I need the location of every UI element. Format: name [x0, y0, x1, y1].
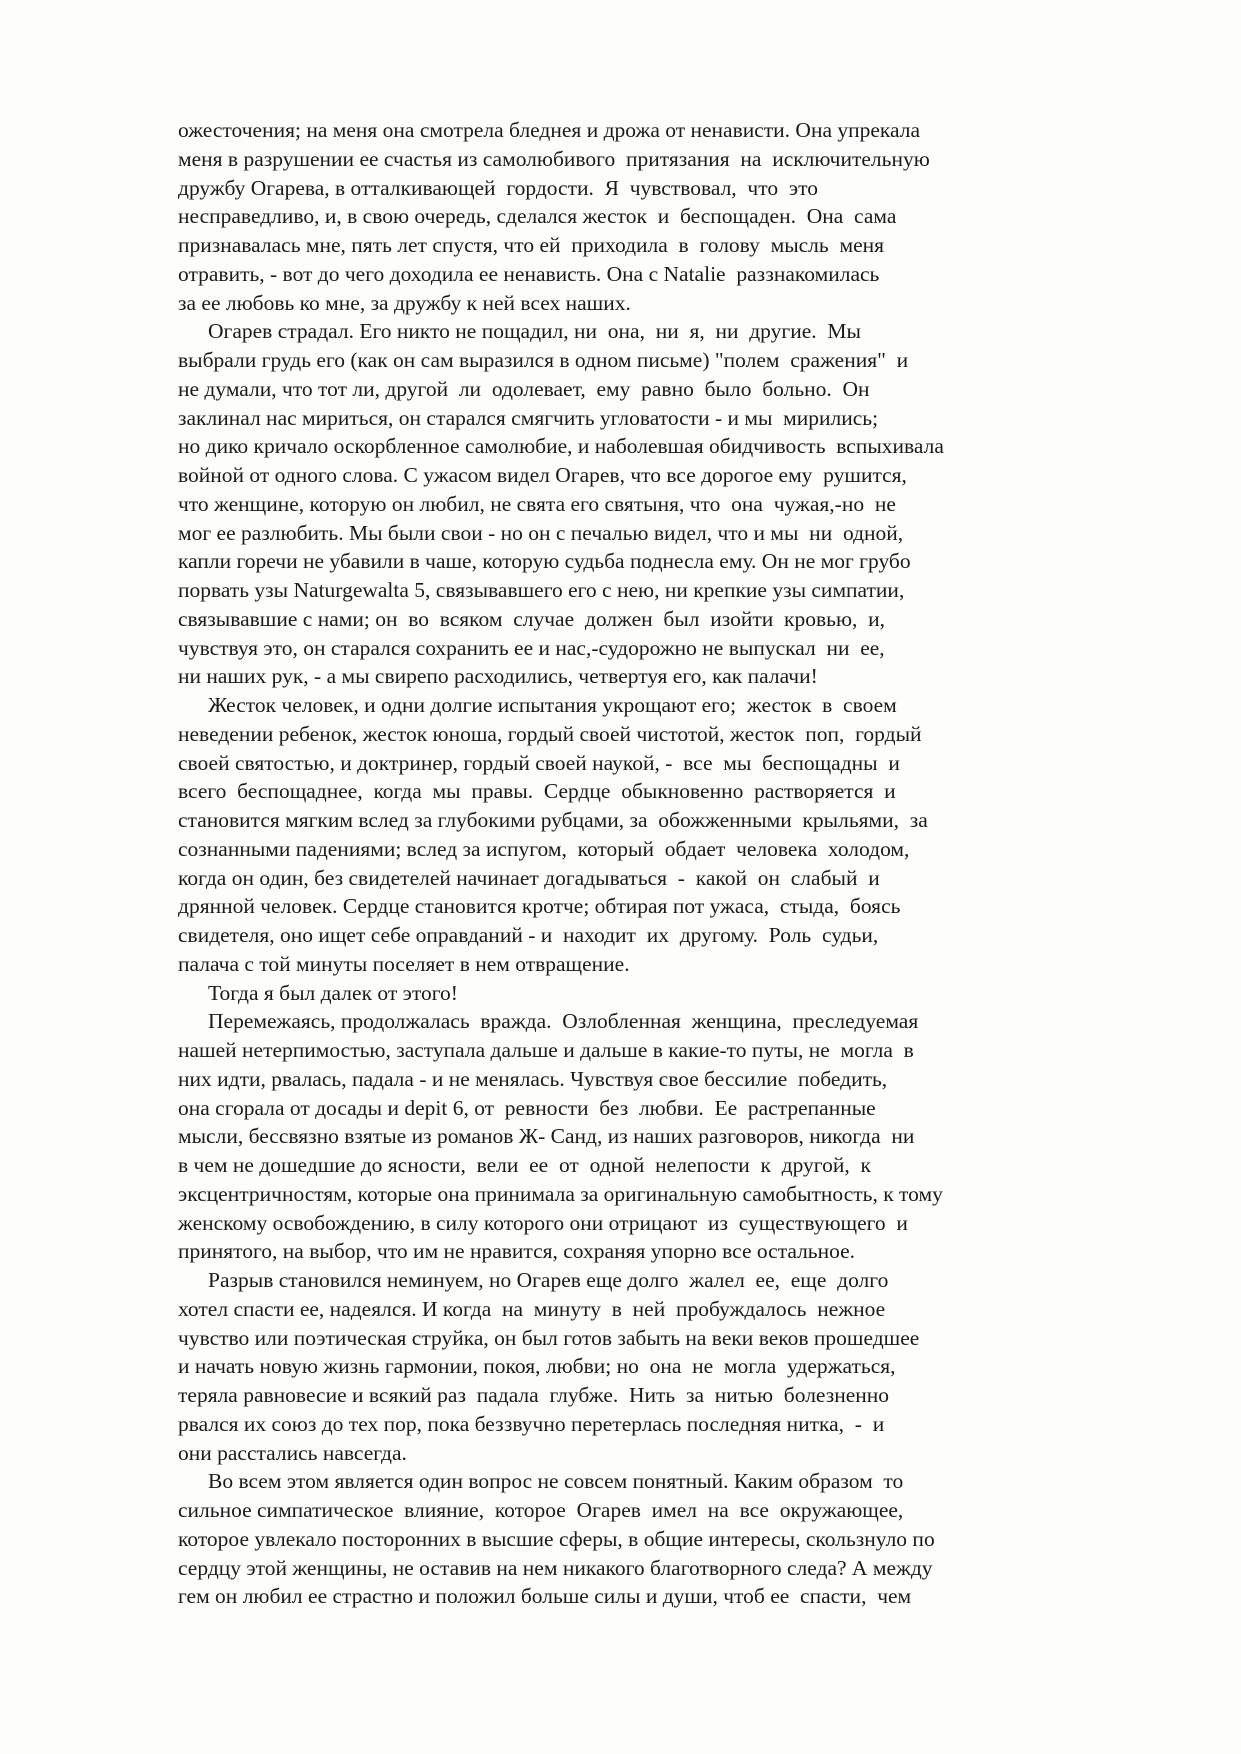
text-line: них идти, рвалась, падала - и не менялась. Чувствуя свое бессилие победить, — [178, 1066, 888, 1091]
text-line: эксцентричностям, которые она принимала за оригинальную самобытность, к тому — [178, 1181, 943, 1206]
text-line: не думали, что тот ли, другой ли одолевает, ему равно было больно. Он — [178, 376, 870, 401]
text-line: женскому освобождению, в силу которого они отрицают из существующего и — [178, 1210, 908, 1235]
paragraph-first-line: Разрыв становился неминуем, но Огарев еще долго жалел ее, еще долго — [208, 1268, 889, 1292]
text-line: и начать новую жизнь гармонии, покоя, любви; но она не могла удержаться, — [178, 1354, 896, 1379]
text-line: связывавшие с нами; он во всяком случае должен был изойти кровью, и, — [178, 606, 886, 631]
paragraph-first-line: Огарев страдал. Его никто не пощадил, ни она, ни я, ни другие. Мы — [208, 319, 861, 344]
text-line: своей святостью, и доктринер, гордый своей наукой, - все мы беспощадны и — [178, 750, 900, 775]
text-line: хотел спасти ее, надеялся. И когда на минуту в ней пробуждалось нежное — [178, 1296, 886, 1321]
text-line: дружбу Огарева, в отталкивающей гордости. Я чувствовал, что это — [178, 175, 818, 200]
text-line: сердцу этой женщины, не оставив на нем никакого благотворного следа? А между — [178, 1555, 933, 1580]
text-line: заклинал нас мириться, он старался смягчить угловатости - и мы мирились; — [178, 405, 879, 430]
text-line: ожесточения; на меня она смотрела бледнея и дрожа от ненависти. Она упрекала — [178, 118, 921, 142]
text-line: принятого, на выбор, что им не нравится, сохраняя упорно все остальное. — [178, 1239, 856, 1264]
text-line: меня в разрушении ее счастья из самолюбивого притязания на исключительную — [178, 146, 930, 171]
text-line: которое увлекало посторонних в высшие сферы, в общие интересы, скользнуло по — [178, 1526, 935, 1551]
text-line: рвался их союз до тех пор, пока беззвучно перетерлась последняя нитка, - и — [178, 1411, 885, 1436]
text-line: чувствуя это, он старался сохранить ее и нас,-судорожно не выпускал ни ее, — [178, 635, 885, 660]
text-line: теряла равновесие и всякий раз падала глубже. Нить за нитью болезненно — [178, 1383, 890, 1407]
text-line: но дико кричало оскорбленное самолюбие, и наболевшая обидчивость вспыхивала — [178, 434, 944, 459]
text-line: когда он один, без свидетелей начинает догадываться - какой он слабый и — [178, 865, 880, 890]
text-line: всего беспощаднее, когда мы правы. Сердце обыкновенно растворяется и — [178, 779, 896, 804]
text-line: нашей нетерпимостью, заступала дальше и дальше в какие-то путы, не могла в — [178, 1038, 914, 1062]
paragraph-first-line: Жесток человек, и одни долгие испытания укрощают его; жесток в своем — [208, 693, 897, 717]
text-line: чувство или поэтическая струйка, он был готов забыть на веки веков прошедшее — [178, 1325, 920, 1350]
text-line: капли горечи не убавили в чаше, которую судьба поднесла ему. Он не мог грубо — [178, 549, 911, 574]
body-text — [178, 116, 1078, 1611]
text-line: ни наших рук, - а мы свирепо расходились, четвертуя его, как палачи! — [178, 664, 818, 689]
text-line: мог ее разлюбить. Мы были свои - но он с печалью видел, что и мы ни одной, — [178, 520, 904, 545]
text-line: сознанными падениями; вслед за испугом, который обдает человека холодом, — [178, 836, 910, 861]
text-line: за ее любовь ко мне, за дружбу к ней всех наших. — [178, 290, 631, 315]
text-line: несправедливо, и, в свою очередь, сделался жесток и беспощаден. Она сама — [178, 204, 897, 229]
text-line: они расстались навсегда. — [178, 1440, 407, 1465]
text-line: в чем не дошедшие до ясности, вели ее от одной нелепости к другой, к — [178, 1153, 871, 1177]
paragraph-first-line: Тогда я был далек от этого! — [208, 980, 458, 1005]
text-line: порвать узы Naturgewalta 5, связывавшего его с нею, ни крепкие узы симпатии, — [178, 578, 905, 602]
text-line: что женщине, которую он любил, не свята его святыня, что она чужая,-но не — [178, 491, 896, 516]
text-line: войной от одного слова. С ужасом видел Огарев, что все дорогое ему рушится, — [178, 463, 907, 487]
text-line: дрянной человек. Сердце становится кротче; обтирая пот ужаса, стыда, боясь — [178, 894, 901, 919]
paragraph-first-line: Перемежаясь, продолжалась вражда. Озлобленная женщина, преследуемая — [208, 1009, 919, 1034]
paragraph-first-line: Во всем этом является один вопрос не совсем понятный. Каким образом то — [208, 1469, 904, 1494]
text-line: палача с той минуты поселяет в нем отвращение. — [178, 951, 630, 976]
text-line: становится мягким вслед за глубокими рубцами, за обожженными крыльями, за — [178, 808, 928, 832]
text-line: сильное симпатическое влияние, которое Огарев имел на все окружающее, — [178, 1498, 904, 1522]
text-line: неведении ребенок, жесток юноша, гордый своей чистотой, жесток поп, гордый — [178, 721, 922, 746]
text-line: отравить, - вот до чего доходила ее ненависть. Она с Natalie раззнакомилась — [178, 261, 880, 286]
text-line: выбрали грудь его (как он сам выразился в одном письме) "полем сражения" и — [178, 348, 909, 372]
text-line: мысли, бессвязно взятые из романов Ж- Санд, из наших разговоров, никогда ни — [178, 1124, 915, 1149]
text-line: гем он любил ее страстно и положил больше силы и души, чтоб ее спасти, чем — [178, 1584, 912, 1609]
text-line: свидетеля, оно ищет себе оправданий - и находит их другому. Роль судьи, — [178, 923, 879, 947]
text-line: она сгорала от досады и depit 6, от ревности без любви. Ее растрепанные — [178, 1095, 876, 1120]
text-line: признавалась мне, пять лет спустя, что ей приходила в голову мысль меня — [178, 233, 885, 257]
